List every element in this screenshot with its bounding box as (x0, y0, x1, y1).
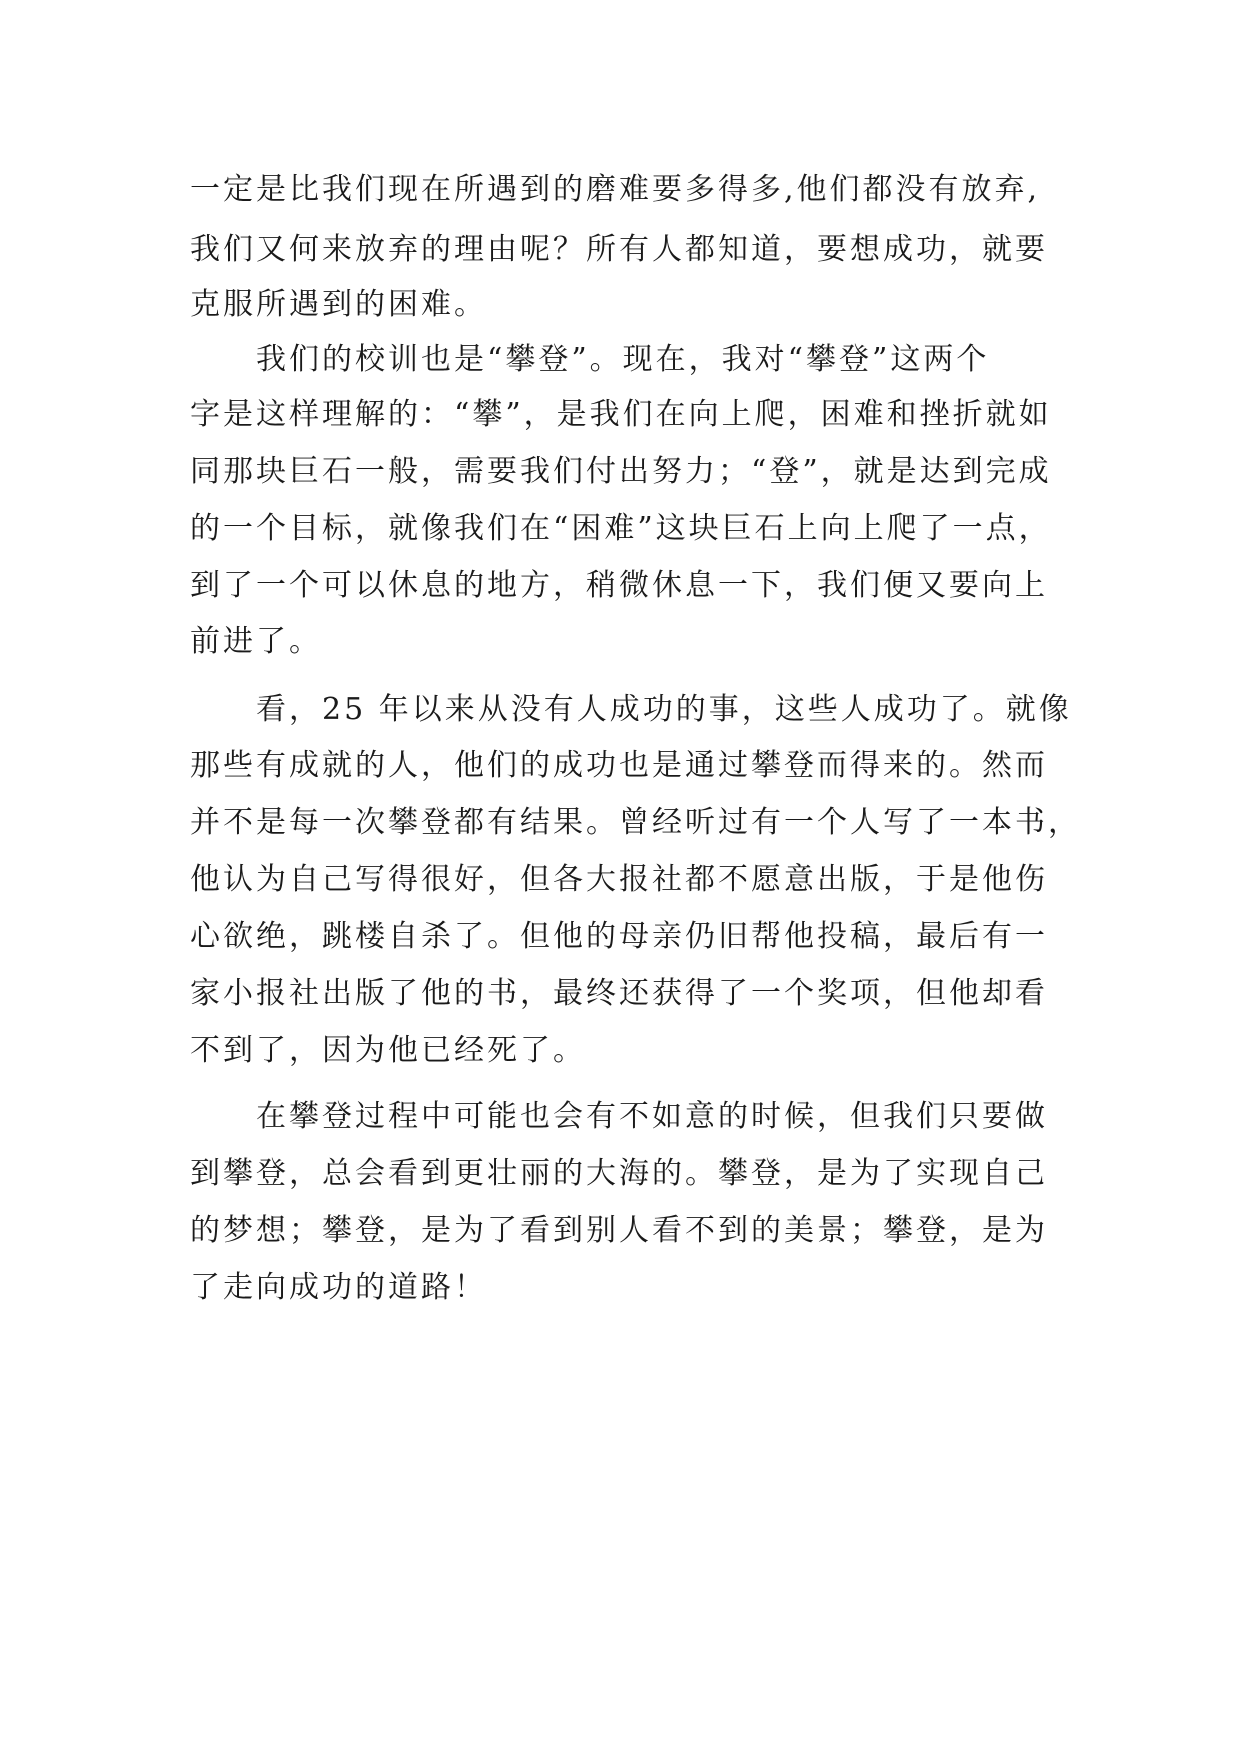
text-line: 到了一个可以休息的地方，稍微休息一下，我们便又要向上 (190, 568, 1048, 603)
text-line: 那些有成就的人，他们的成功也是通过攀登而得来的。然而 (190, 748, 1048, 783)
text-line: 不到了，因为他已经死了。 (190, 1033, 586, 1068)
text-line: 并不是每一次攀登都有结果。曾经听过有一个人写了一本书， (190, 805, 1081, 840)
text-line: 在攀登过程中可能也会有不如意的时候，但我们只要做 (256, 1099, 1048, 1134)
text-line: 字是这样理解的：“攀”，是我们在向上爬，困难和挫折就如 (190, 397, 1052, 432)
text-line: 我们又何来放弃的理由呢？所有人都知道，要想成功，就要 (190, 232, 1048, 267)
text-line: 看，25 年以来从没有人成功的事，这些人成功了。就像 (256, 692, 1072, 727)
text-line: 心欲绝，跳楼自杀了。但他的母亲仍旧帮他投稿，最后有一 (190, 919, 1048, 954)
text-line: 到攀登，总会看到更壮丽的大海的。攀登，是为了实现自己 (190, 1156, 1048, 1191)
text-line: 一定是比我们现在所遇到的磨难要多得多,他们都没有放弃, (190, 172, 1041, 207)
text-line: 克服所遇到的困难。 (190, 287, 487, 322)
text-line: 的一个目标，就像我们在“困难”这块巨石上向上爬了一点， (190, 511, 1052, 546)
text-line: 我们的校训也是“攀登”。现在，我对“攀登”这两个 (256, 342, 990, 377)
text-line: 了走向成功的道路！ (190, 1270, 487, 1305)
text-line: 同那块巨石一般，需要我们付出努力；“登”，就是达到完成 (190, 454, 1052, 489)
text-line: 前进了。 (190, 624, 322, 659)
text-line: 他认为自己写得很好，但各大报社都不愿意出版，于是他伤 (190, 862, 1048, 897)
text-line: 的梦想；攀登，是为了看到别人看不到的美景；攀登，是为 (190, 1213, 1048, 1248)
text-line: 家小报社出版了他的书，最终还获得了一个奖项，但他却看 (190, 976, 1048, 1011)
